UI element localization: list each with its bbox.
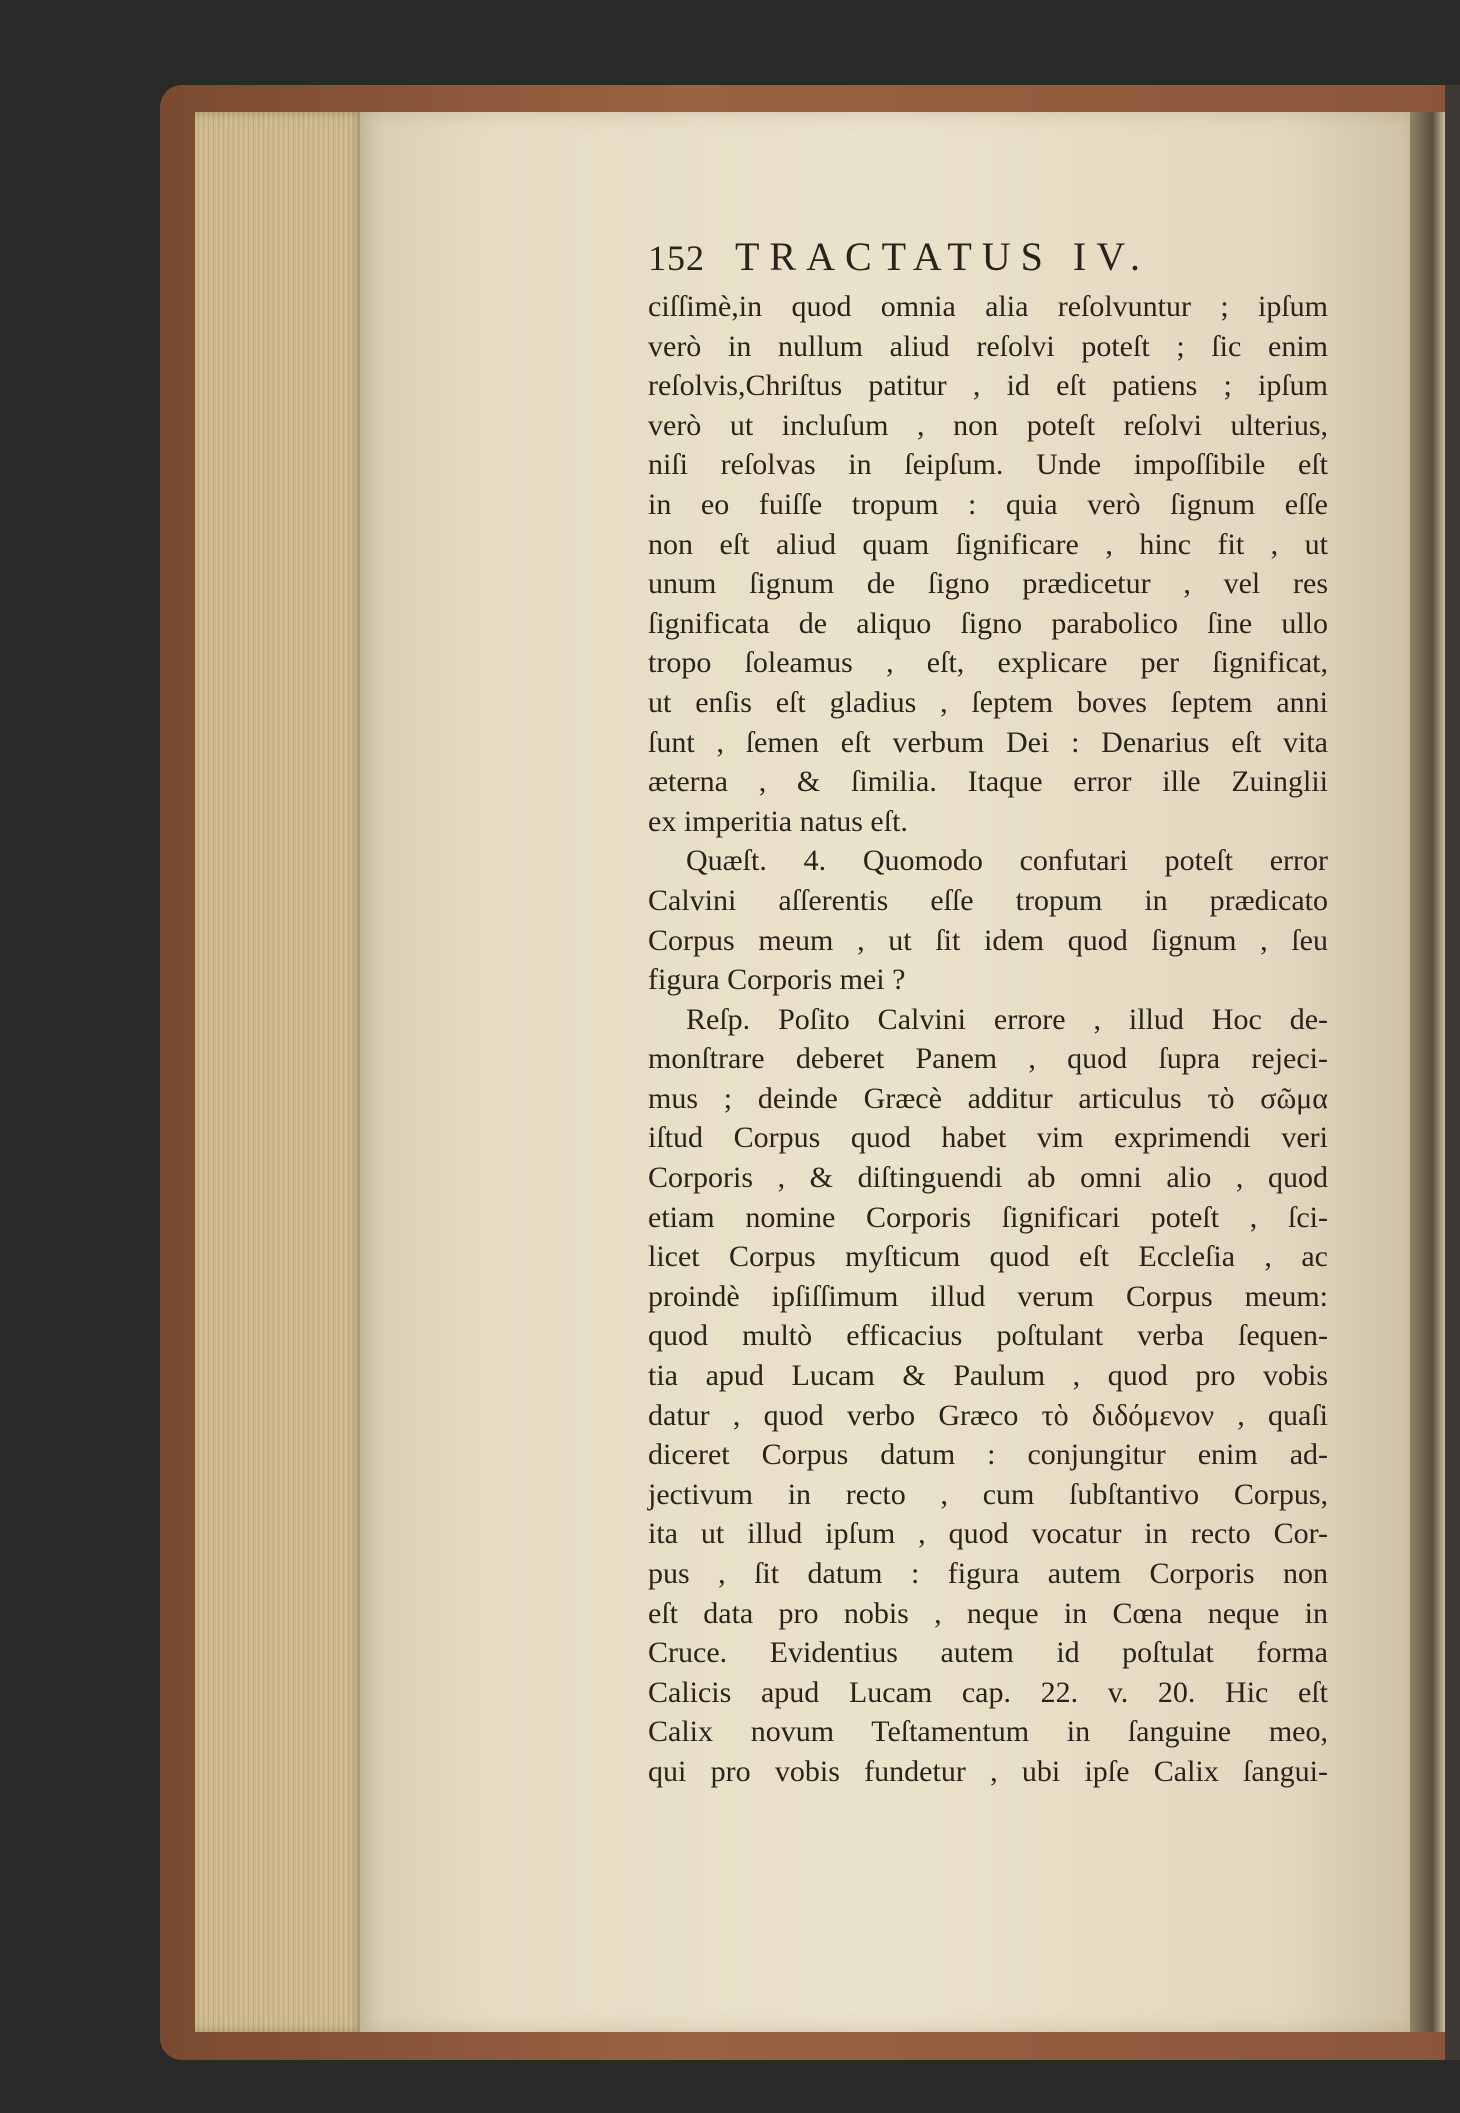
- text-line: Quæſt. 4. Quomodo confutari poteſt error: [686, 844, 1328, 878]
- text-line: Corpus meum , ut ſit idem quod ſignum , ſeu: [648, 923, 1328, 957]
- text-line: qui pro vobis fundetur , ubi ipſe Calix ſangui-: [648, 1754, 1328, 1788]
- text-line: ut enſis eſt gladius , ſeptem boves ſeptem anni: [648, 685, 1328, 719]
- text-line: quod multò efficacius poſtulant verba ſequen-: [648, 1319, 1328, 1353]
- text-line: reſolvis,Chriſtus patitur , id eſt patiens ; ipſum: [648, 369, 1328, 403]
- text-line: æterna , & ſimilia. Itaque error ille Zuinglii: [648, 765, 1328, 799]
- text-line: datur , quod verbo Græco τὸ διδόμενον , quaſi: [648, 1398, 1328, 1432]
- text-line: in eo fuiſſe tropum : quia verò ſignum eſſe: [648, 487, 1328, 521]
- text-line: tia apud Lucam & Paulum , quod pro vobis: [648, 1359, 1328, 1393]
- text-line: iſtud Corpus quod habet vim exprimendi veri: [648, 1121, 1328, 1155]
- text-line: ciſſimè,in quod omnia alia reſolvuntur ; ipſum: [648, 290, 1328, 323]
- text-line: ita ut illud ipſum , quod vocatur in recto Cor-: [648, 1517, 1328, 1551]
- text-line: Corporis , & diſtinguendi ab omni alio , quod: [648, 1161, 1328, 1195]
- text-line: diceret Corpus datum : conjungitur enim ad-: [648, 1438, 1328, 1472]
- text-line: Cruce. Evidentius autem id poſtulat forma: [648, 1636, 1328, 1670]
- text-line: unum ſignum de ſigno prædicetur , vel res: [648, 567, 1328, 601]
- text-line: Reſp. Poſito Calvini errore , illud Hoc de-: [686, 1002, 1328, 1036]
- text-line: verò in nullum aliud reſolvi poteſt ; ſic enim: [648, 329, 1328, 363]
- page-fore-edge: [195, 112, 365, 2032]
- text-line: Calicis apud Lucam cap. 22. v. 20. Hic eſt: [648, 1675, 1328, 1709]
- text-line: eſt data pro nobis , neque in Cœna neque in: [648, 1596, 1328, 1630]
- text-line: Calix novum Teſtamentum in ſanguine meo,: [648, 1715, 1328, 1749]
- text-line: pus , ſit datum : figura autem Corporis non: [648, 1557, 1328, 1590]
- text-line: tropo ſoleamus , eſt, explicare per ſignificat,: [648, 646, 1328, 680]
- text-line: non eſt aliud quam ſignificare , hinc fit , ut: [648, 527, 1328, 561]
- text-line: proindè ipſiſſimum illud verum Corpus meum:: [648, 1279, 1328, 1313]
- body-text: [648, 287, 1328, 1792]
- text-line: ſignificata de aliquo ſigno parabolico ſine ullo: [648, 606, 1328, 640]
- text-line: monſtrare deberet Panem , quod ſupra rejeci-: [648, 1042, 1328, 1076]
- text-line: ſunt , ſemen eſt verbum Dei : Denarius eſt vita: [648, 725, 1328, 759]
- page-number: 152: [648, 238, 705, 278]
- text-line: ex imperitia natus eſt.: [648, 804, 908, 838]
- text-line: Calvini aſſerentis eſſe tropum in prædicato: [648, 883, 1328, 917]
- page-text-block: [648, 233, 1328, 1792]
- text-line: niſi reſolvas in ſeipſum. Unde impoſſibile eſt: [648, 448, 1328, 482]
- spine-edge: [1445, 85, 1460, 2060]
- running-head: [648, 233, 1328, 287]
- text-line: verò ut incluſum , non poteſt reſolvi ulterius,: [648, 408, 1328, 442]
- text-line: jectivum in recto , cum ſubſtantivo Corpus,: [648, 1477, 1328, 1511]
- text-line: mus ; deinde Græcè additur articulus τὸ σῶμα: [648, 1081, 1328, 1115]
- text-line: licet Corpus myſticum quod eſt Eccleſia , ac: [648, 1240, 1328, 1274]
- text-line: figura Corporis mei ?: [648, 963, 906, 997]
- text-line: etiam nomine Corporis ſignificari poteſt , ſci-: [648, 1200, 1328, 1234]
- running-title: TRACTATUS IV.: [735, 234, 1150, 279]
